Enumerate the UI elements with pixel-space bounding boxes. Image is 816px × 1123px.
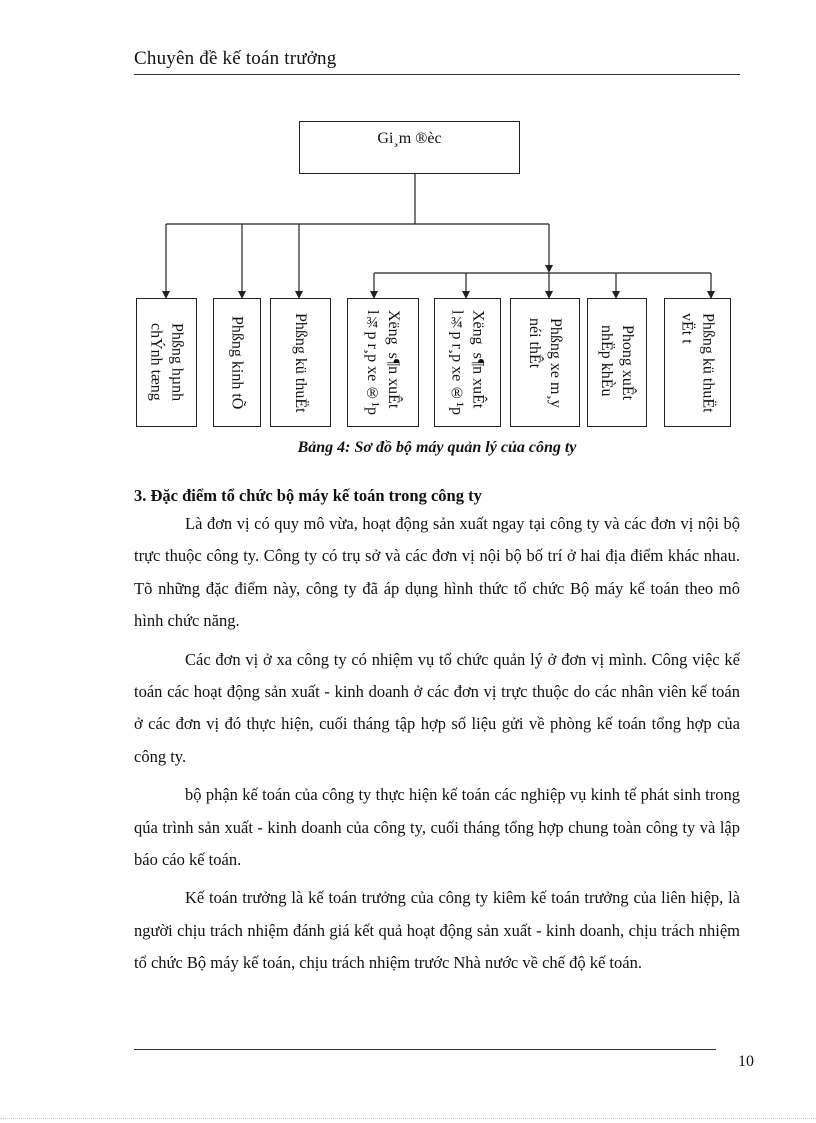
org-unit-5-label: Xëng s¶n xuÊt l¾p r¸p xe ®¹p: [448, 310, 487, 415]
footer-rule: [134, 1049, 716, 1050]
page-number: 10: [738, 1053, 754, 1070]
paragraph-3: bộ phận kế toán của công ty thực hiện kế toán các nghiệp vụ kinh tế phát sinh trong qúa trình sản xuất - kinh doanh của công ty, cuối tháng tổng hợp chung toàn công ty và lập báo cáo kế toán.: [134, 785, 740, 870]
arrowhead-secondary: [545, 265, 553, 273]
org-unit-1-label: Phßng hµnh chÝnh tæng: [147, 323, 186, 402]
org-unit-2-label: Phßng kinh tÕ: [228, 315, 246, 410]
org-box-unit-2: [213, 298, 261, 427]
section-heading: 3. Đặc điểm tổ chức bộ máy kế toán trong công ty: [134, 486, 482, 505]
org-unit-4-label: Xëng s¶n xuÊt l¾p r¸p xe ®¹p: [364, 310, 402, 415]
org-chart-caption: Bảng 4: Sơ đồ bộ máy quản lý của công ty: [297, 439, 577, 456]
paragraph-4: Kế toán trưởng là kế toán trưởng của công ty kiêm kế toán trưởng của liên hiệp, là người chịu trách nhiệm đánh giá kết quả hoạt động sản xuất - kinh doanh, chịu trách nhiệm tổ chức Bộ máy kế toán, chịu trách nhiệm trước Nhà nước về chế độ kế toán.: [134, 888, 740, 973]
org-unit-3-label: Phßng kü thuËt: [292, 312, 309, 413]
paragraph-2: Các đơn vị ở xa công ty có nhiệm vụ tổ chức quản lý ở đơn vị mình. Công việc kế toán các hoạt động sản xuất - kinh doanh ở các đơn vị trực thuộc do các nhân viên kế toán ở các đơn vị đó thực hiện, cuối tháng tập hợp số liệu gửi về phòng kế toán tổng hợp của công ty.: [134, 649, 740, 766]
org-box-unit-6: [510, 298, 580, 427]
org-box-unit-5: [434, 298, 501, 427]
org-box-unit-8: [664, 298, 731, 427]
body-text: [134, 508, 740, 986]
org-unit-6-label: Phßng xe m¸y néi thÊt: [526, 317, 564, 408]
org-box-director-label: Gi¸m ®èc: [377, 130, 442, 147]
org-box-unit-1: [136, 298, 197, 427]
page-bottom-edge: [0, 1118, 816, 1119]
org-unit-7-label: Phong xuÊt nhËp khÈu: [598, 324, 636, 401]
paragraph-1: Là đơn vị có quy mô vừa, hoạt động sản xuất ngay tại công ty và các đơn vị nội bộ trực thuộc công ty. Công ty có trụ sở và các đơn vị nội bộ bố trí ở hai địa điểm khác nhau. Tõ những đặc điểm này, công ty đã áp dụng hình thức tổ chức Bộ máy kế toán theo mô hình chức năng.: [134, 514, 740, 631]
page-header-title: Chuyên đề kế toán trưởng: [134, 48, 337, 69]
org-box-director: [299, 121, 520, 174]
org-box-unit-4: [347, 298, 419, 427]
org-unit-8-label: Phßng kü thuËt vËt t: [678, 312, 717, 413]
org-box-unit-7: [587, 298, 647, 427]
org-box-unit-3: [270, 298, 331, 427]
